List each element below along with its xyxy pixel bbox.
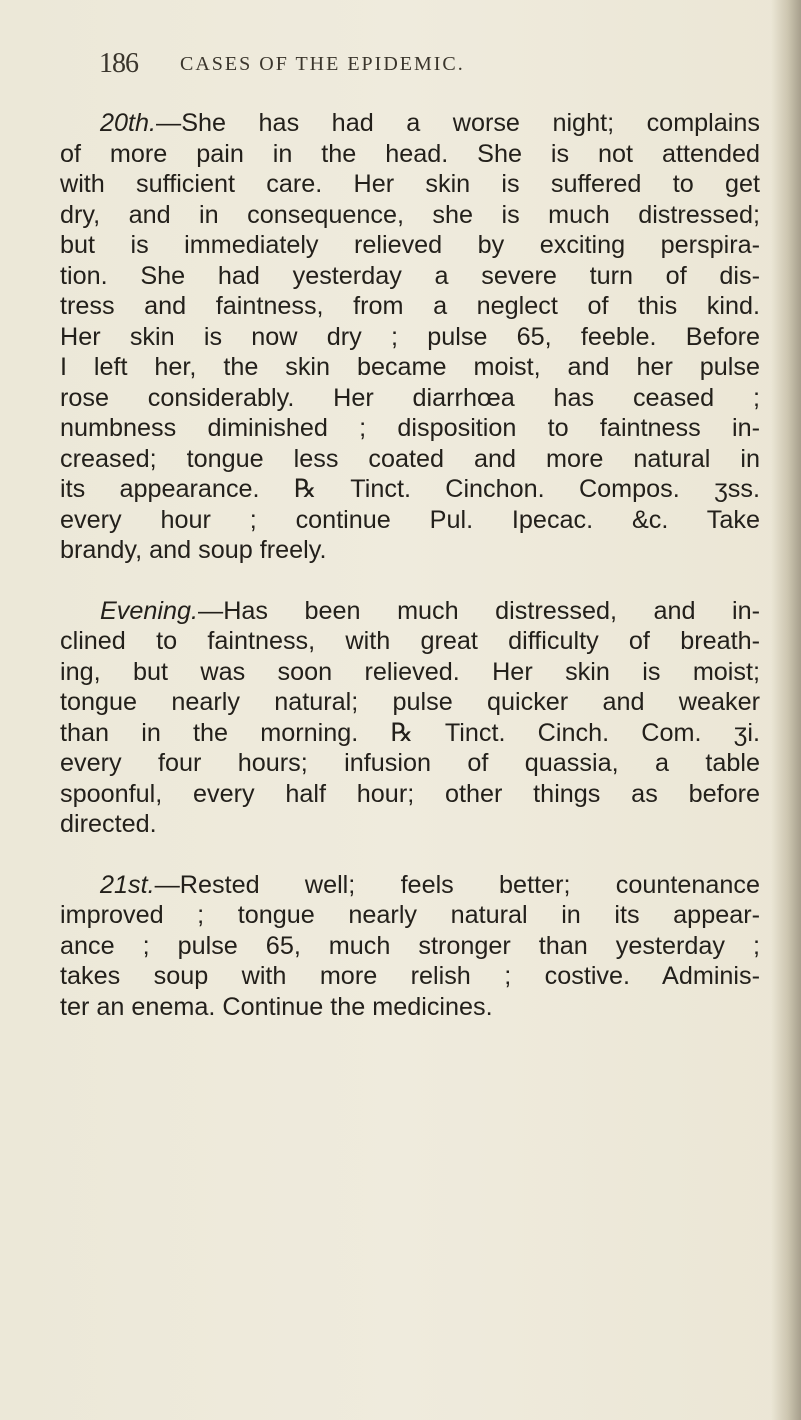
text-line: numbness diminished ; disposition to faintness in- [60,414,760,442]
text-line: its appearance. ℞ Tinct. Cinchon. Compos. ʒss. [60,475,760,503]
entry-20th [60,108,760,566]
text-line: ter an enema. Continue the medicines. [60,992,493,1021]
page-number: 186 [99,48,138,79]
text-line: every four hours; infusion of quassia, a table [60,749,760,777]
text-line [60,870,760,901]
entry-date: 21st. [100,870,155,899]
text-line: Her skin is now dry ; pulse 65, feeble. Before [60,322,760,351]
text-line: rose considerably. Her diarrhœa has ceased ; [60,383,760,412]
text-line: tion. She had yesterday a severe turn of dis- [60,261,760,290]
line-text: —Rested well; feels better; countenance [154,870,760,899]
running-head: CASES OF THE EPIDEMIC. [180,53,465,75]
paragraph-gap [60,566,760,596]
text-line: clined to faintness, with great difficulty of breath- [60,627,760,655]
entry-21st [60,870,760,1023]
entry-date: 20th. [100,109,157,137]
text-line: but is immediately relieved by exciting perspira- [60,231,760,259]
text-line: tongue nearly natural; pulse quicker and weaker [60,688,760,716]
line-text: —She has had a worse night; complains [156,109,760,137]
text-line: ing, but was soon relieved. Her skin is moist; [60,657,760,686]
text-line: brandy, and soup freely. [60,536,327,564]
text-line [60,596,760,627]
body-text [60,108,760,1022]
paragraph-gap [60,840,760,870]
text-line: ance ; pulse 65, much stronger than yesterday ; [60,931,760,960]
text-line: dry, and in consequence, she is much distressed; [60,200,760,229]
text-line: directed. [60,810,157,838]
text-line: tress and faintness, from a neglect of this kind. [60,292,760,320]
line-text: —Has been much distressed, and in- [198,596,760,625]
entry-date: Evening. [100,596,199,625]
text-line: creased; tongue less coated and more natural in [60,444,760,473]
text-line: takes soup with more relish ; costive. Adminis- [60,962,760,990]
binding-shadow [771,0,801,1420]
text-line [60,108,760,139]
text-line: I left her, the skin became moist, and her pulse [60,353,760,381]
entry-evening [60,596,760,840]
text-line: with sufficient care. Her skin is suffered to get [60,170,760,198]
text-line: spoonful, every half hour; other things as before [60,779,760,808]
text-line: every hour ; continue Pul. Ipecac. &c. Take [60,505,760,534]
text-line: than in the morning. ℞ Tinct. Cinch. Com. ʒi. [60,718,760,747]
text-line: of more pain in the head. She is not attended [60,139,760,168]
text-line: improved ; tongue nearly natural in its appear- [60,901,760,929]
